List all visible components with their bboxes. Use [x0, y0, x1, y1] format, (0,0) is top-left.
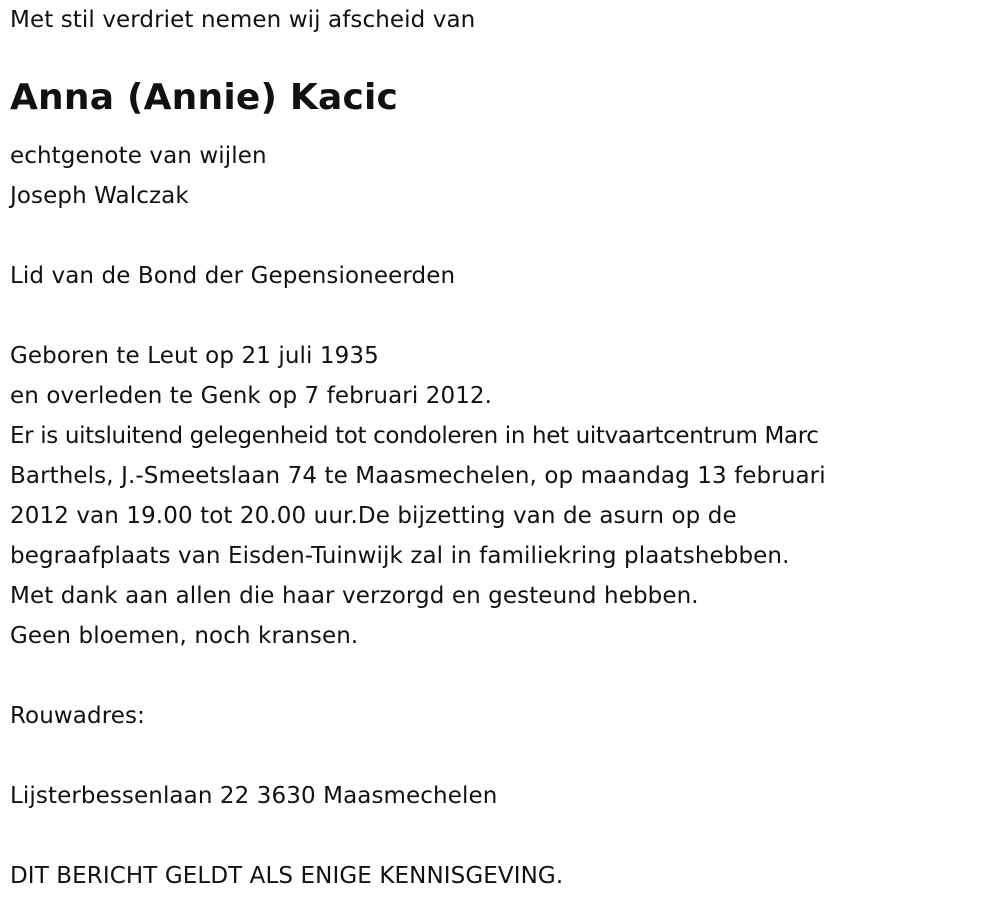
- death-text: en overleden te Genk op 7 februari 2012.: [10, 383, 493, 409]
- details-line: Er is uitsluitend gelegenheid tot condoleren in het uitvaartcentrum Marc: [10, 423, 819, 449]
- intro-text: Met stil verdriet nemen wij afscheid van: [10, 7, 476, 33]
- spouse-prefix: echtgenote van wijlen: [10, 143, 267, 169]
- spacer: [10, 296, 995, 336]
- address-label: Rouwadres:: [10, 703, 145, 729]
- membership-text: Lid van de Bond der Gepensioneerden: [10, 263, 456, 289]
- deceased-name: Anna (Annie) Kacic: [10, 77, 399, 118]
- spacer: [10, 656, 995, 696]
- details-line: Met dank aan allen die haar verzorgd en gesteund hebben.: [10, 583, 699, 609]
- details-line: 2012 van 19.00 tot 20.00 uur.De bijzetting van de asurn op de: [10, 503, 737, 529]
- spouse-name: Joseph Walczak: [10, 183, 189, 209]
- birth-text: Geboren te Leut op 21 juli 1935: [10, 343, 379, 369]
- address-text: Lijsterbessenlaan 22 3630 Maasmechelen: [10, 783, 498, 809]
- spacer: [10, 816, 995, 856]
- death-notice: [10, 0, 995, 896]
- details-line: Barthels, J.-Smeetslaan 74 te Maasmechelen, op maandag 13 februari: [10, 463, 826, 489]
- closing-text: DIT BERICHT GELDT ALS ENIGE KENNISGEVING.: [10, 863, 564, 889]
- spacer: [10, 736, 995, 776]
- details-line: begraafplaats van Eisden-Tuinwijk zal in familiekring plaatshebben.: [10, 543, 790, 569]
- details-line: Geen bloemen, noch kransen.: [10, 623, 359, 649]
- spacer: [10, 216, 995, 256]
